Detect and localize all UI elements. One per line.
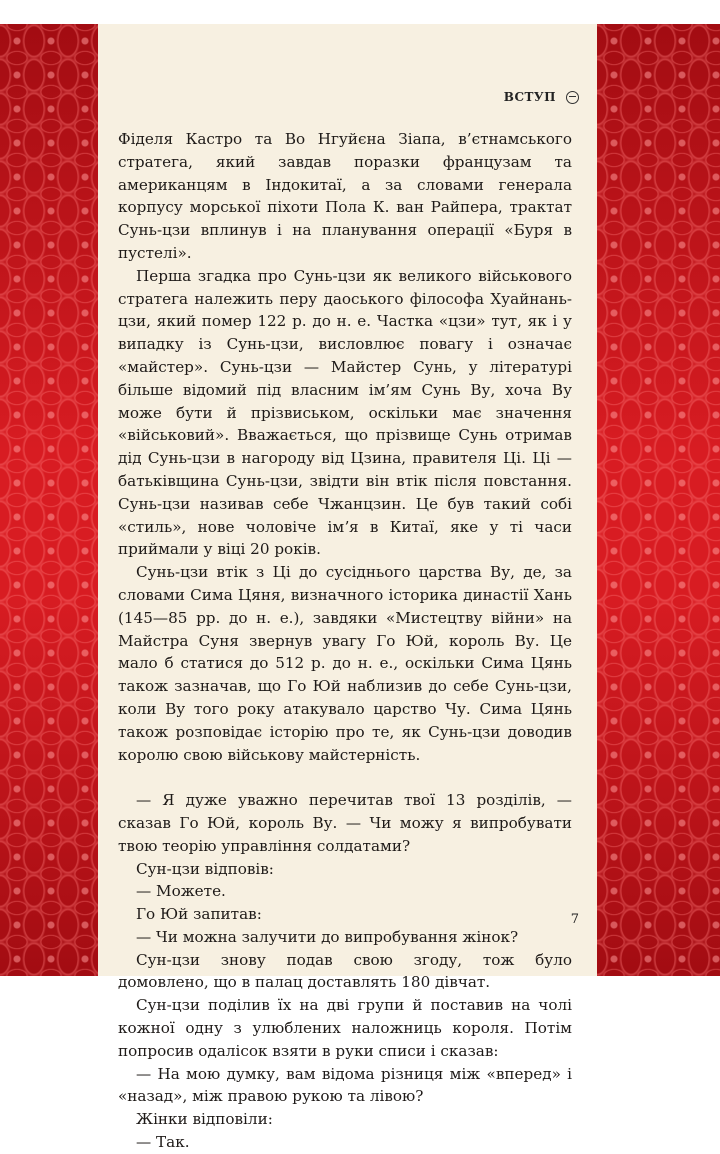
paragraph: Перша згадка про Сунь-цзи як великого військового стратега належить перу даоського філософа Хуайнань-цзи, який помер 122 р. до н. е. Частка «цзи» тут, як і у випадку із Сунь-цзи, висловлює повагу і означає «майстер». Сунь-цзи — Майстер Сунь, у літературі більше відомий під власним ім’ям Сунь Ву, хоча Ву може бути й прізвиськом, оскільки має значення «військовий». Вважається, що прізвище Сунь отримав дід Сунь-цзи в нагороду від Цзина, правителя Ці. Ці — батьківщина Сунь-цзи, звідти він втік після повстання. Сунь-цзи називав себе Чжанцзин. Це був такий собі «стиль», нове чоловіче імʼя в Китаї, яке у ті часи приймали у віці 20 років.: [118, 266, 572, 559]
dialogue-line: — Можете.: [136, 882, 226, 901]
dialogue-line: — На мою думку, вам відома різниця між «вперед» і «назад», між правою рукою та лівою?: [118, 1064, 572, 1106]
dialogue-line: Сун-цзи поділив їх на дві групи й поставив на чолі кожної одну з улюблених наложниць короля. Потім попросив одалісок взяти в руки списи і сказав:: [118, 996, 572, 1060]
running-header: [504, 90, 579, 104]
paragraph: Сунь-цзи втік з Ці до сусіднього царства Ву, де, за словами Сима Цяня, визначного історика династії Хань (145—85 рр. до н. е.), завдяки «Мистецтву війни» на Майстра Суня звернув увагу Го Юй, король Ву. Це мало б статися до 512 р. до н. е., оскільки Сима Цянь також зазначав, що Го Юй наблизив до себе Сунь-цзи, коли Ву того року атакувало царство Чу. Сима Цянь також розповідає історію про те, як Сунь-цзи доводив королю свою військову майстерність.: [118, 563, 572, 764]
dialogue-line: Сун-цзи знову подав свою згоду, тож було домовлено, що в палац доставлять 180 дівчат.: [118, 950, 572, 992]
decorative-border-right: [597, 24, 720, 976]
dialogue-line: Го Юй запитав:: [136, 905, 262, 924]
decorative-border-left: [0, 24, 98, 976]
dialogue-line: — Чи можна залучити до випробування жінок?: [136, 927, 519, 946]
dialogue-line: — Так.: [136, 1133, 190, 1152]
section-title: ВСТУП: [503, 90, 556, 104]
paragraph: Фіделя Кастро та Во Нгуйєна Зіапа, в’єтнамського стратега, який завдав поразки французам та американцям в Індокитаї, а за словами генерала корпусу морської піхоти Пола К. ван Райпера, трактат Сунь-цзи вплинув і на планування операції «Буря в пустелі».: [118, 130, 572, 262]
ornament-icon: [566, 91, 579, 104]
book-page: [98, 24, 597, 1152]
dialogue-line: — Я дуже уважно перечитав твої 13 розділів, — сказав Го Юй, король Ву. — Чи можу я випробувати твою теорію управління солдатами?: [118, 791, 572, 855]
page-number: 7: [570, 912, 579, 927]
dialogue-line: Сун-цзи відповів:: [136, 859, 274, 878]
dialogue-line: Жінки відповіли:: [136, 1110, 273, 1129]
